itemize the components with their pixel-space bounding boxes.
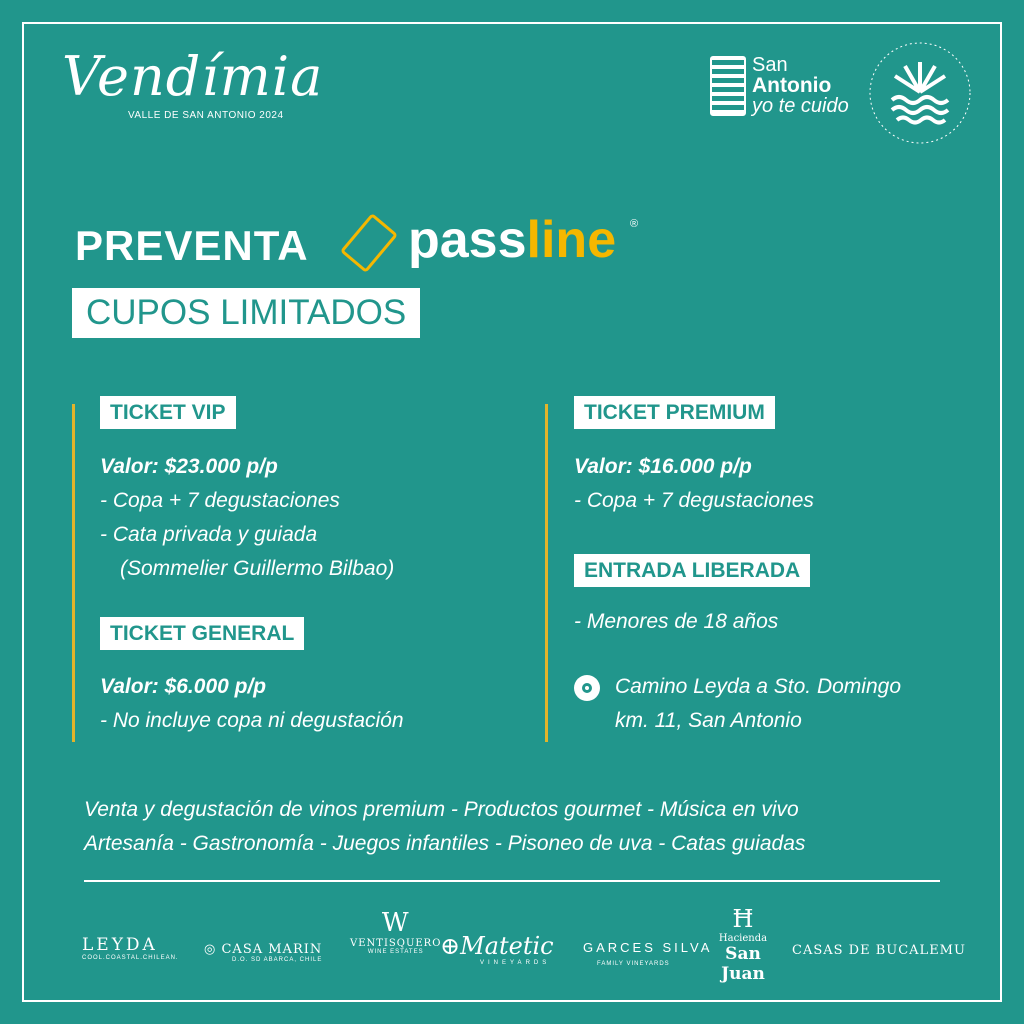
sa-line1: San	[752, 54, 788, 76]
ticket-vip-details	[100, 450, 394, 586]
vip-line: - Cata privada y guiada	[100, 523, 318, 546]
activities	[84, 793, 805, 861]
ticket-general-details	[100, 670, 404, 738]
divider-right	[545, 404, 548, 742]
location-pin-icon	[574, 675, 600, 701]
sa-line3: yo te cuido	[752, 95, 849, 117]
premium-price: Valor: $16.000 p/p	[574, 455, 752, 478]
location-line: Camino Leyda a Sto. Domingo	[615, 675, 901, 698]
location-line: km. 11, San Antonio	[615, 709, 802, 732]
sponsor-casa-marin: ◎ CASA MARIN D.O. SD ABARCA, CHILE	[204, 942, 323, 963]
divider-left	[72, 404, 75, 742]
vendimia-subtitle: VALLE DE SAN ANTONIO 2024	[128, 110, 284, 121]
pass-text: pass	[408, 211, 527, 269]
general-line: - No incluye copa ni degustación	[100, 709, 404, 732]
sponsor-casas-bucalemu: CASAS DE BUCALEMU	[792, 943, 966, 958]
entrada-liberada-line: - Menores de 18 años	[574, 610, 779, 633]
sa-line2: Antonio	[752, 74, 832, 97]
footer-divider	[84, 880, 940, 882]
location-text	[615, 670, 901, 738]
premium-line: - Copa + 7 degustaciones	[574, 489, 814, 512]
vip-line: - Copa + 7 degustaciones	[100, 489, 340, 512]
asociacion-vinas-seal	[867, 40, 973, 146]
activities-line: Venta y degustación de vinos premium - Productos gourmet - Música en vivo	[84, 798, 799, 821]
city-icon	[710, 56, 746, 116]
vip-price: Valor: $23.000 p/p	[100, 455, 278, 478]
registered-mark: ®	[630, 218, 639, 230]
sponsor-hacienda-san-juan: Ħ Hacienda San Juan	[718, 905, 768, 984]
preventa-heading: PREVENTA	[75, 222, 309, 269]
sponsor-leyda: LEYDA COOL.COASTAL.CHILEAN.	[82, 935, 179, 961]
ticket-vip-label: TICKET VIP	[100, 396, 236, 429]
cupos-limitados-badge: CUPOS LIMITADOS	[72, 288, 420, 338]
vendimia-logo: Vendímia	[62, 45, 324, 108]
ticket-premium-details	[574, 450, 814, 518]
vip-line: (Sommelier Guillermo Bilbao)	[120, 557, 395, 580]
ticket-general-label: TICKET GENERAL	[100, 617, 304, 650]
sponsor-garces-silva: GARCES SILVA FAMILY VINEYARDS	[583, 940, 713, 967]
san-antonio-logo	[710, 55, 849, 116]
ticket-premium-label: TICKET PREMIUM	[574, 396, 775, 429]
activities-line: Artesanía - Gastronomía - Juegos infantiles - Pisoneo de uva - Catas guiadas	[84, 832, 806, 855]
sponsor-ventisquero: W VENTISQUERO WINE ESTATES	[350, 908, 442, 955]
entrada-liberada-label: ENTRADA LIBERADA	[574, 554, 810, 587]
line-text: line	[526, 211, 617, 269]
general-price: Valor: $6.000 p/p	[100, 675, 267, 698]
passline-logo	[408, 210, 616, 270]
sponsor-matetic: ⊕Matetic VINEYARDS	[440, 932, 554, 966]
